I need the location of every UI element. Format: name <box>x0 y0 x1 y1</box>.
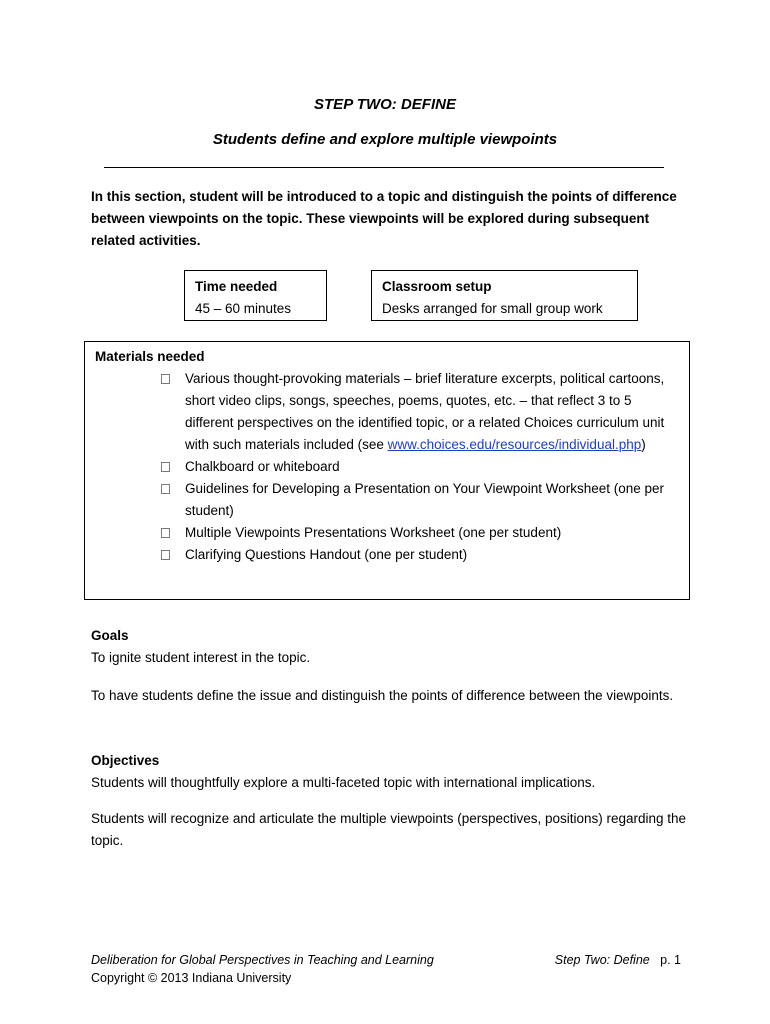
footer-page-info <box>555 951 681 969</box>
classroom-setup-box <box>371 270 638 321</box>
list-item <box>161 368 679 456</box>
materials-item-text: Clarifying Questions Handout (one per student) <box>185 547 468 562</box>
page-footer <box>91 951 681 987</box>
classroom-setup-value: Desks arranged for small group work <box>382 301 603 316</box>
title-divider <box>104 167 664 168</box>
list-item <box>161 456 679 478</box>
time-needed-value: 45 – 60 minutes <box>195 301 292 316</box>
time-needed-box <box>184 270 327 321</box>
checkbox-bullet-icon <box>161 374 170 384</box>
footer-copyright: Copyright © 2013 Indiana University <box>91 971 292 985</box>
materials-item-text: Various thought-provoking materials – brief literature excerpts, political cartoons, short video clips, songs, speeches, poems, quotes, etc. – that reflect 3 to 5 different perspectives on the identified topic, or a related Choices curriculum unit with such materials included (see <box>185 371 665 452</box>
objectives-paragraph: Students will thoughtfully explore a multi-faceted topic with international implications. <box>91 775 596 790</box>
goals-paragraph: To ignite student interest in the topic. <box>91 650 311 665</box>
materials-item-text: Guidelines for Developing a Presentation on Your Viewpoint Worksheet (one per student) <box>185 481 665 518</box>
time-needed-label: Time needed <box>195 279 278 294</box>
materials-box <box>84 341 690 600</box>
list-item <box>161 478 679 522</box>
classroom-setup-label: Classroom setup <box>382 279 492 294</box>
objectives-section <box>91 750 691 794</box>
footer-section: Step Two: Define <box>554 953 650 967</box>
materials-item-text: Multiple Viewpoints Presentations Worksheet (one per student) <box>185 525 562 540</box>
checkbox-bullet-icon <box>161 550 170 560</box>
objectives-heading: Objectives <box>91 753 160 768</box>
materials-label: Materials needed <box>95 349 205 364</box>
materials-item-text: Chalkboard or whiteboard <box>185 459 340 474</box>
footer-publication: Deliberation for Global Perspectives in Teaching and Learning <box>91 953 434 967</box>
objectives-paragraph-2: Students will recognize and articulate the multiple viewpoints (perspectives, positions) regarding the topic. <box>91 811 687 848</box>
list-item <box>161 544 679 566</box>
checkbox-bullet-icon <box>161 484 170 494</box>
intro-paragraph: In this section, student will be introduced to a topic and distinguish the points of difference between viewpoints on the topic. These viewpoints will be explored during subsequent related activities. <box>91 189 677 248</box>
checkbox-bullet-icon <box>161 528 170 538</box>
page-subtitle: Students define and explore multiple viewpoints <box>212 131 558 148</box>
choices-resources-link[interactable]: www.choices.edu/resources/individual.php <box>387 437 642 452</box>
goals-paragraph-2: To have students define the issue and distinguish the points of difference between the viewpoints. <box>91 688 674 703</box>
materials-item-close: ) <box>641 437 646 452</box>
page-title: STEP TWO: DEFINE <box>314 96 456 113</box>
goals-heading: Goals <box>91 628 129 643</box>
list-item <box>161 522 679 544</box>
checkbox-bullet-icon <box>161 462 170 472</box>
goals-section <box>91 625 691 669</box>
footer-page-number: p. 1 <box>660 953 681 967</box>
materials-list <box>95 368 679 566</box>
